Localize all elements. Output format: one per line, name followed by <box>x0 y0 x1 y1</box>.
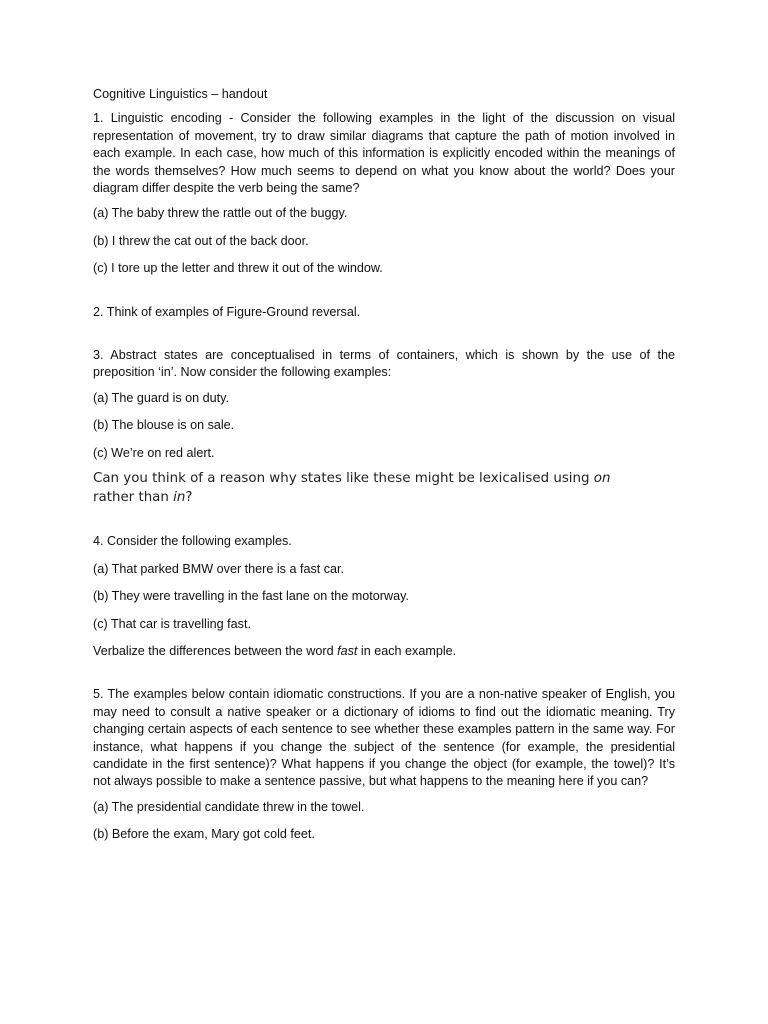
question-3 <box>93 347 675 507</box>
question-1 <box>93 110 675 277</box>
question-1-example-b: (b) I threw the cat out of the back door. <box>93 233 309 248</box>
question-3-follow-up-part3: ? <box>185 489 193 505</box>
question-4-verbalize-part1: Verbalize the differences between the word <box>93 643 338 658</box>
question-5-example-a: (a) The presidential candidate threw in the towel. <box>93 799 365 814</box>
question-3-follow-up-part1: Can you think of a reason why states like these might be lexicalised using <box>93 471 594 487</box>
question-4-text: 4. Consider the following examples. <box>93 534 292 549</box>
question-2-text: 2. Think of examples of Figure-Ground reversal. <box>93 304 361 319</box>
question-3-follow-up <box>93 470 675 507</box>
question-3-follow-up-in: in <box>173 489 186 505</box>
question-1-example-c: (c) I tore up the letter and threw it out of the window. <box>93 261 383 276</box>
question-1-example-a: (a) The baby threw the rattle out of the buggy. <box>93 206 348 221</box>
question-3-text: 3. Abstract states are conceptualised in terms of containers, which is shown by the use of the preposition ‘in’. Now consider the following examples: <box>93 348 675 380</box>
question-4-verbalize-fast: fast <box>337 643 358 658</box>
question-3-example-b: (b) The blouse is on sale. <box>93 418 235 433</box>
question-4-example-b: (b) They were travelling in the fast lane on the motorway. <box>93 589 409 604</box>
question-4-example-c: (c) That car is travelling fast. <box>93 616 251 631</box>
question-4-verbalize <box>93 643 675 660</box>
question-4-verbalize-part2: in each example. <box>357 643 457 658</box>
question-4 <box>93 533 675 660</box>
spacer <box>93 331 675 347</box>
question-2 <box>93 304 675 321</box>
question-1-text: 1. Linguistic encoding - Consider the following examples in the light of the discussion on visual representation of movement, try to draw similar diagrams that capture the path of motion involved in each example. In each case, how much of this information is explicitly encoded within the meanings of the words themselves? How much seems to depend on what you know about the world? Does your diagram differ despite the verb being the same? <box>93 111 675 196</box>
question-4-example-a: (a) That parked BMW over there is a fast car. <box>93 561 345 576</box>
question-3-follow-up-part2: rather than <box>93 489 174 505</box>
question-5 <box>93 686 675 843</box>
question-5-text: 5. The examples below contain idiomatic constructions. If you are a non-native speaker of English, you may need to consult a native speaker or a dictionary of idioms to find out the idiomatic meaning. Try changing certain aspects of each sentence to see whether these examples pattern in the same way. For instance, what happens if you change the subject of the sentence (for example, the presidential candidate in the first sentence)? What happens if you change the object (for example, the towel)? It’s not always possible to make a sentence passive, but what happens to the meaning here if you can? <box>93 687 675 789</box>
question-3-example-c: (c) We’re on red alert. <box>93 445 215 460</box>
question-3-example-a: (a) The guard is on duty. <box>93 390 230 405</box>
spacer <box>93 507 675 533</box>
page-title: Cognitive Linguistics – handout <box>93 87 268 101</box>
spacer <box>93 660 675 686</box>
question-5-example-b: (b) Before the exam, Mary got cold feet. <box>93 827 315 842</box>
question-3-follow-up-on: on <box>593 471 611 487</box>
spacer <box>93 288 675 304</box>
handout-page <box>93 86 675 854</box>
